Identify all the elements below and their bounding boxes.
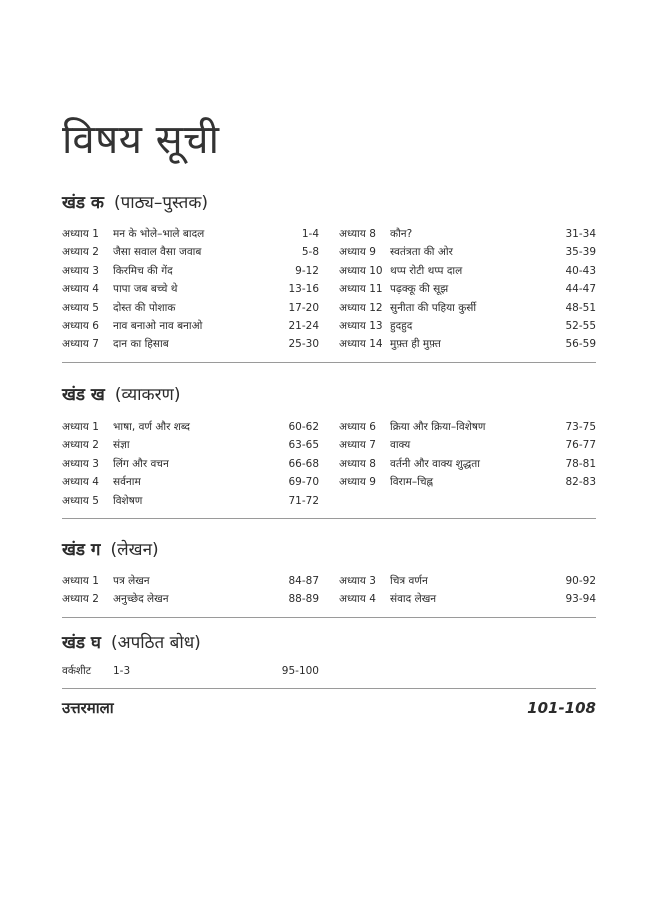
chapter-number: अध्याय 1	[62, 228, 99, 240]
page-range: 60-62	[288, 421, 319, 433]
chapter-title: वाक्य	[390, 439, 411, 452]
chapter-title: कौन?	[390, 228, 413, 240]
page-range: 40-43	[565, 264, 596, 277]
section-divider	[62, 518, 596, 519]
page-range: 76-77	[565, 439, 596, 452]
toc-section	[62, 630, 596, 677]
section-divider	[62, 617, 596, 618]
page-range: 90-92	[565, 575, 596, 587]
chapter-title: चित्र वर्णन	[390, 575, 428, 587]
toc-entry	[339, 225, 596, 243]
page-range: 13-16	[288, 283, 319, 296]
toc-entry	[339, 436, 596, 454]
entry-column-left	[62, 225, 319, 354]
section-heading	[62, 537, 596, 563]
section-subtitle: (लेखन)	[110, 540, 159, 560]
chapter-number: वर्कशीट	[62, 665, 92, 677]
entry-column-right	[339, 572, 596, 609]
section-divider	[62, 362, 596, 363]
toc-entry	[62, 572, 319, 590]
page-range: 44-47	[565, 283, 596, 296]
entry-column-left	[62, 662, 319, 680]
chapter-title: सुनीता की पहिया कुर्सी	[390, 301, 477, 314]
chapter-title: नाव बनाओ नाव बनाओ	[113, 319, 203, 332]
page-range: 88-89	[288, 593, 319, 606]
page-range: 25-30	[288, 338, 319, 351]
chapter-title: पापा जब बच्चे थे	[113, 283, 178, 296]
toc-entry	[339, 335, 596, 353]
chapter-number: अध्याय 5	[62, 494, 99, 507]
toc-entry	[339, 572, 596, 590]
chapter-number: अध्याय 6	[62, 319, 99, 332]
toc-entry	[339, 243, 596, 261]
section-divider	[62, 688, 596, 689]
toc-section	[62, 537, 596, 606]
page-range: 95-100	[281, 665, 319, 677]
page-range: 93-94	[565, 593, 596, 606]
chapter-number: अध्याय 5	[62, 301, 99, 314]
page-range: 35-39	[565, 246, 596, 259]
section-subtitle: (अपठित बोध)	[110, 633, 201, 653]
toc-entry	[339, 455, 596, 473]
chapter-title: पत्र लेखन	[113, 575, 150, 587]
toc-entry	[62, 262, 319, 280]
chapter-title: संज्ञा	[113, 439, 130, 452]
chapter-number: अध्याय 1	[62, 421, 99, 433]
toc-entry	[62, 335, 319, 353]
toc-entry	[62, 436, 319, 454]
chapter-number: अध्याय 4	[339, 593, 376, 606]
page-range: 21-24	[288, 319, 319, 332]
toc-entry	[339, 317, 596, 335]
chapter-number: अध्याय 4	[62, 283, 99, 296]
chapter-title: मुफ़्त ही मुफ़्त	[390, 338, 441, 351]
chapter-number: अध्याय 7	[339, 439, 376, 452]
chapter-title: लिंग और वचन	[113, 457, 169, 470]
toc-entry	[339, 473, 596, 491]
toc-section	[62, 382, 596, 507]
chapter-number: अध्याय 6	[339, 421, 376, 433]
answers-entry	[62, 696, 596, 720]
section-heading	[62, 382, 596, 408]
chapter-title: क्रिया और क्रिया–विशेषण	[390, 421, 486, 433]
section-subtitle: (पाठ्य–पुस्तक)	[113, 193, 209, 213]
section-name: खंड ग	[62, 540, 101, 560]
chapter-title: जैसा सवाल वैसा जवाब	[113, 246, 202, 259]
toc-entry	[62, 473, 319, 491]
chapter-number: अध्याय 3	[339, 575, 376, 587]
chapter-number: अध्याय 8	[339, 457, 376, 470]
chapter-title: हुदहुद	[390, 319, 413, 332]
chapter-title: विशेषण	[113, 494, 143, 507]
toc-entry	[62, 455, 319, 473]
entry-column-left	[62, 418, 319, 510]
toc-entry	[62, 662, 319, 680]
entry-column-right	[339, 225, 596, 354]
toc-entry	[62, 299, 319, 317]
toc-entry	[62, 492, 319, 510]
chapter-title: विराम–चिह्न	[390, 476, 434, 489]
entry-column-left	[62, 572, 319, 609]
answers-pages: 101-108	[527, 699, 596, 717]
section-subtitle: (व्याकरण)	[114, 385, 181, 405]
toc-entry	[339, 262, 596, 280]
chapter-number: अध्याय 9	[339, 246, 376, 259]
page-range: 66-68	[288, 457, 319, 470]
chapter-title: अनुच्छेद लेखन	[113, 593, 169, 606]
chapter-number: अध्याय 12	[339, 301, 383, 314]
section-heading	[62, 630, 596, 656]
page-range: 17-20	[288, 301, 319, 314]
page-range: 84-87	[288, 575, 319, 587]
toc-entry	[339, 280, 596, 298]
section-name: खंड घ	[62, 633, 101, 653]
toc-entry	[62, 418, 319, 436]
section-name: खंड क	[62, 193, 104, 213]
chapter-number: अध्याय 2	[62, 246, 99, 259]
chapter-title: संवाद लेखन	[390, 593, 437, 606]
chapter-number: अध्याय 1	[62, 575, 99, 587]
chapter-title: वर्तनी और वाक्य शुद्धता	[390, 457, 480, 470]
chapter-title: मन के भोले–भाले बादल	[113, 228, 205, 240]
chapter-number: अध्याय 14	[339, 338, 383, 351]
chapter-number: अध्याय 2	[62, 439, 99, 452]
chapter-number: अध्याय 2	[62, 593, 99, 606]
chapter-title: दोस्त की पोशाक	[113, 301, 176, 314]
chapter-number: अध्याय 7	[62, 338, 99, 351]
chapter-number: अध्याय 10	[339, 264, 383, 277]
page-range: 52-55	[565, 319, 596, 332]
entry-column-right	[339, 418, 596, 492]
page-range: 56-59	[565, 338, 596, 351]
toc-entry	[62, 280, 319, 298]
chapter-title: पढ़क्कू की सूझ	[390, 283, 449, 296]
page-range: 5-8	[301, 246, 319, 259]
page-range: 69-70	[288, 476, 319, 489]
chapter-number: अध्याय 8	[339, 228, 376, 240]
chapter-title: थप्प रोटी थप्प दाल	[390, 264, 463, 277]
page-range: 82-83	[565, 476, 596, 489]
toc-entry	[339, 590, 596, 608]
page-range: 31-34	[565, 228, 596, 240]
section-name: खंड ख	[62, 385, 105, 405]
toc-entry	[62, 590, 319, 608]
chapter-title: सर्वनाम	[113, 476, 141, 489]
page-range: 63-65	[288, 439, 319, 452]
chapter-title: भाषा, वर्ण और शब्द	[113, 421, 190, 433]
toc-entry	[339, 299, 596, 317]
answers-label: उत्तरमाला	[62, 699, 114, 717]
chapter-number: अध्याय 3	[62, 264, 99, 277]
chapter-title: स्वतंत्रता की ओर	[390, 246, 453, 259]
toc-entry	[339, 418, 596, 436]
chapter-title: किरमिच की गेंद	[113, 264, 173, 277]
toc-entry	[62, 225, 319, 243]
chapter-number: अध्याय 4	[62, 476, 99, 489]
page-range: 71-72	[288, 494, 319, 507]
chapter-title: दान का हिसाब	[113, 338, 169, 351]
page-range: 1-4	[301, 228, 319, 240]
toc-entry	[62, 243, 319, 261]
page-title: विषय सूची	[62, 117, 220, 163]
chapter-number: अध्याय 9	[339, 476, 376, 489]
chapter-title: 1-3	[113, 665, 131, 677]
toc-section	[62, 190, 596, 351]
chapter-number: अध्याय 3	[62, 457, 99, 470]
section-heading	[62, 190, 596, 216]
chapter-number: अध्याय 13	[339, 319, 383, 332]
toc-entry	[62, 317, 319, 335]
page-range: 48-51	[565, 301, 596, 314]
page-range: 73-75	[565, 421, 596, 433]
page-range: 9-12	[295, 264, 319, 277]
chapter-number: अध्याय 11	[339, 283, 383, 296]
page-range: 78-81	[565, 457, 596, 470]
